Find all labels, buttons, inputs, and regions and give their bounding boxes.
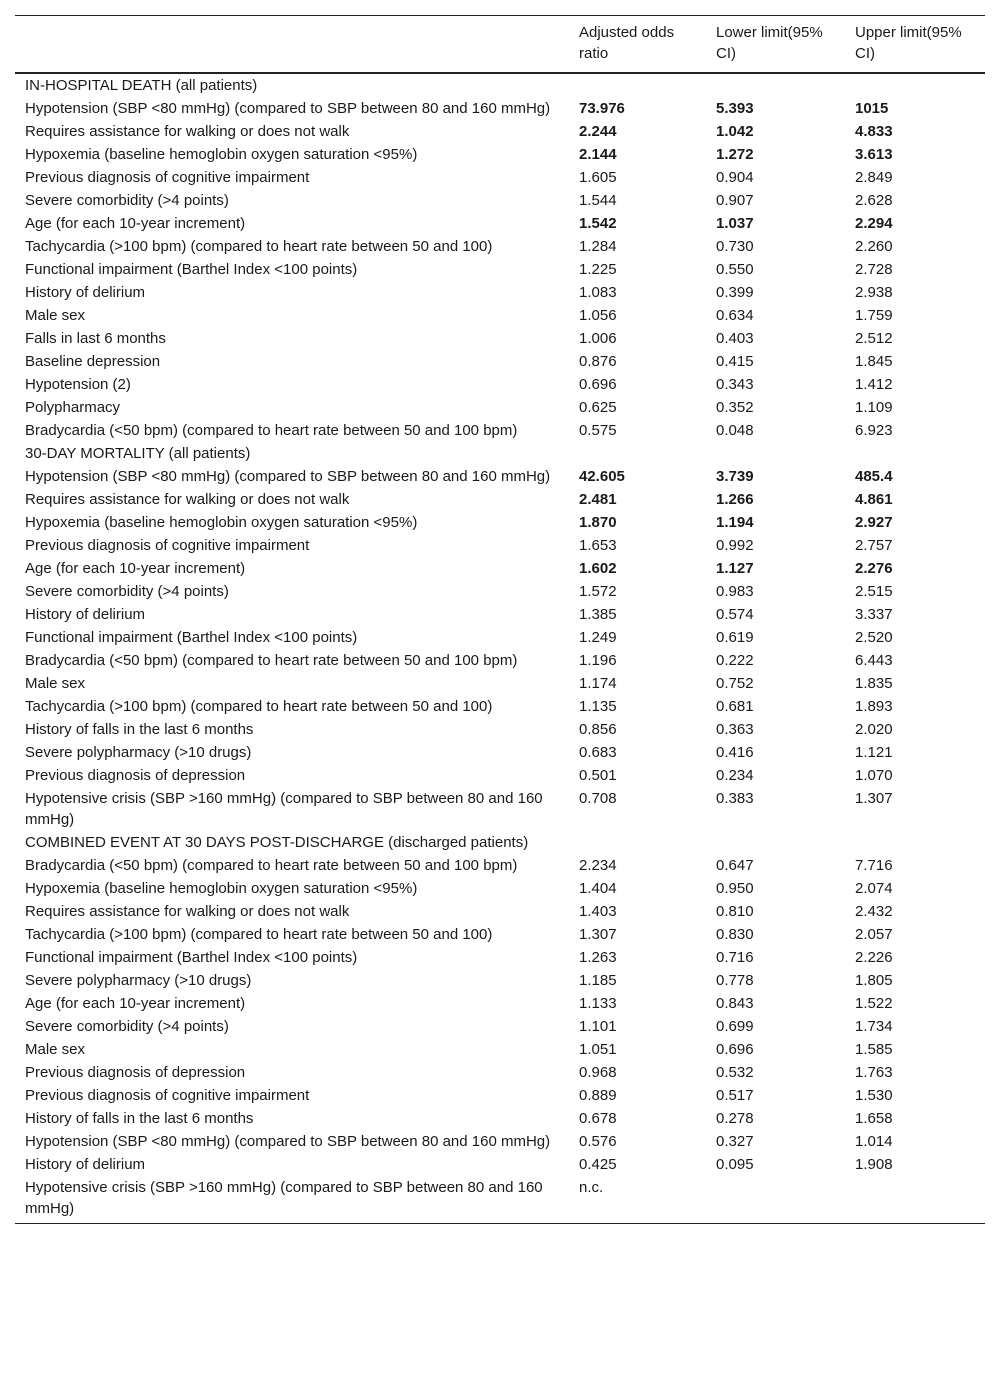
lower-limit-cell: 0.550 bbox=[716, 261, 754, 278]
upper-limit-cell: 1.530 bbox=[855, 1087, 893, 1104]
section-header-row bbox=[15, 831, 985, 854]
row-label: Hypotension (SBP <80 mmHg) (compared to SBP between 80 and 160 mmHg) bbox=[25, 468, 551, 485]
row-label: Polypharmacy bbox=[25, 399, 121, 416]
adjusted-odds-ratio-cell: 1.307 bbox=[579, 926, 617, 943]
upper-limit-cell: 4.833 bbox=[855, 123, 893, 140]
lower-limit-cell: 5.393 bbox=[716, 100, 754, 117]
adjusted-odds-ratio-cell: 1.403 bbox=[579, 903, 617, 920]
table-row bbox=[15, 1107, 985, 1130]
adjusted-odds-ratio-cell: 1.385 bbox=[579, 606, 617, 623]
lower-limit-cell: 0.647 bbox=[716, 857, 754, 874]
table-row bbox=[15, 992, 985, 1015]
upper-limit-cell: 2.938 bbox=[855, 284, 893, 301]
adjusted-odds-ratio-cell: 1.135 bbox=[579, 698, 617, 715]
upper-limit-cell: 1.307 bbox=[855, 790, 893, 807]
section-header-row bbox=[15, 442, 985, 465]
upper-limit-cell: 1.734 bbox=[855, 1018, 893, 1035]
row-label: Hypotension (SBP <80 mmHg) (compared to SBP between 80 and 160 mmHg) bbox=[25, 1133, 551, 1150]
section-title: 30-DAY MORTALITY (all patients) bbox=[25, 445, 251, 462]
table-row bbox=[15, 235, 985, 258]
lower-limit-cell: 0.383 bbox=[716, 790, 754, 807]
row-label: Requires assistance for walking or does not walk bbox=[25, 903, 350, 920]
upper-limit-cell: 1.109 bbox=[855, 399, 893, 416]
lower-limit-cell: 0.399 bbox=[716, 284, 754, 301]
upper-limit-cell: 2.057 bbox=[855, 926, 893, 943]
upper-limit-cell: 2.512 bbox=[855, 330, 893, 347]
upper-limit-cell: 2.074 bbox=[855, 880, 893, 897]
adjusted-odds-ratio-cell: 1.404 bbox=[579, 880, 617, 897]
lower-limit-cell: 0.983 bbox=[716, 583, 754, 600]
table-row bbox=[15, 580, 985, 603]
lower-limit-cell: 0.517 bbox=[716, 1087, 754, 1104]
upper-limit-cell: 2.260 bbox=[855, 238, 893, 255]
table-body bbox=[15, 73, 985, 1224]
row-label: History of delirium bbox=[25, 606, 146, 623]
lower-limit-cell: 0.278 bbox=[716, 1110, 754, 1127]
lower-limit-cell: 0.095 bbox=[716, 1156, 754, 1173]
lower-limit-cell: 0.048 bbox=[716, 422, 754, 439]
row-label: History of falls in the last 6 months bbox=[25, 721, 254, 738]
table-row bbox=[15, 1153, 985, 1176]
table-row bbox=[15, 649, 985, 672]
odds-ratio-table-container bbox=[15, 15, 985, 1224]
adjusted-odds-ratio-cell: 0.696 bbox=[579, 376, 617, 393]
adjusted-odds-ratio-cell: 1.083 bbox=[579, 284, 617, 301]
upper-limit-cell: 1.522 bbox=[855, 995, 893, 1012]
row-label: Male sex bbox=[25, 307, 86, 324]
lower-limit-cell: 1.042 bbox=[716, 123, 754, 140]
lower-limit-cell: 1.272 bbox=[716, 146, 754, 163]
row-label: Severe polypharmacy (>10 drugs) bbox=[25, 972, 252, 989]
row-label: History of falls in the last 6 months bbox=[25, 1110, 254, 1127]
upper-limit-cell: 2.515 bbox=[855, 583, 893, 600]
row-label: History of delirium bbox=[25, 1156, 146, 1173]
table-row bbox=[15, 304, 985, 327]
lower-limit-cell: 0.532 bbox=[716, 1064, 754, 1081]
upper-limit-cell: 2.294 bbox=[855, 215, 893, 232]
table-row bbox=[15, 1015, 985, 1038]
upper-limit-cell bbox=[845, 1176, 985, 1224]
upper-limit-cell: 6.443 bbox=[855, 652, 893, 669]
upper-limit-cell: 1.412 bbox=[855, 376, 893, 393]
adjusted-odds-ratio-cell: 1.602 bbox=[579, 560, 617, 577]
upper-limit-cell: 2.849 bbox=[855, 169, 893, 186]
table-row bbox=[15, 1061, 985, 1084]
table-row bbox=[15, 534, 985, 557]
table-row bbox=[15, 695, 985, 718]
upper-limit-cell: 4.861 bbox=[855, 491, 893, 508]
lower-limit-cell: 1.127 bbox=[716, 560, 754, 577]
lower-limit-cell: 1.194 bbox=[716, 514, 754, 531]
header-upper-limit: Upper limit(95% CI) bbox=[855, 24, 962, 62]
adjusted-odds-ratio-cell: 0.889 bbox=[579, 1087, 617, 1104]
lower-limit-cell: 0.730 bbox=[716, 238, 754, 255]
row-label: Male sex bbox=[25, 675, 86, 692]
upper-limit-cell: 1.070 bbox=[855, 767, 893, 784]
upper-limit-cell: 1.763 bbox=[855, 1064, 893, 1081]
adjusted-odds-ratio-cell: 1.870 bbox=[579, 514, 617, 531]
adjusted-odds-ratio-cell: 1.263 bbox=[579, 949, 617, 966]
upper-limit-cell: 1.759 bbox=[855, 307, 893, 324]
table-row bbox=[15, 854, 985, 877]
row-label: Functional impairment (Barthel Index <100 points) bbox=[25, 629, 358, 646]
lower-limit-cell: 0.352 bbox=[716, 399, 754, 416]
upper-limit-cell: 3.337 bbox=[855, 606, 893, 623]
upper-limit-cell: 2.757 bbox=[855, 537, 893, 554]
upper-limit-cell: 2.520 bbox=[855, 629, 893, 646]
row-label: Severe comorbidity (>4 points) bbox=[25, 192, 229, 209]
row-label: Previous diagnosis of cognitive impairment bbox=[25, 537, 310, 554]
upper-limit-cell: 2.020 bbox=[855, 721, 893, 738]
table-row bbox=[15, 557, 985, 580]
lower-limit-cell: 0.696 bbox=[716, 1041, 754, 1058]
lower-limit-cell: 0.574 bbox=[716, 606, 754, 623]
row-label: Age (for each 10-year increment) bbox=[25, 995, 246, 1012]
adjusted-odds-ratio-cell: 1.605 bbox=[579, 169, 617, 186]
table-row bbox=[15, 419, 985, 442]
adjusted-odds-ratio-cell: 0.968 bbox=[579, 1064, 617, 1081]
table-row bbox=[15, 281, 985, 304]
header-row bbox=[15, 16, 985, 74]
section-title: IN-HOSPITAL DEATH (all patients) bbox=[25, 77, 258, 94]
row-label: Bradycardia (<50 bpm) (compared to heart rate between 50 and 100 bpm) bbox=[25, 652, 518, 669]
row-label: Hypoxemia (baseline hemoglobin oxygen saturation <95%) bbox=[25, 146, 418, 163]
table-row bbox=[15, 877, 985, 900]
upper-limit-cell: 2.432 bbox=[855, 903, 893, 920]
adjusted-odds-ratio-cell: 1.544 bbox=[579, 192, 617, 209]
adjusted-odds-ratio-cell: 0.425 bbox=[579, 1156, 617, 1173]
upper-limit-cell: 1.845 bbox=[855, 353, 893, 370]
row-label: Hypotensive crisis (SBP >160 mmHg) (compared to SBP between 80 and 160 mmHg) bbox=[25, 790, 543, 828]
adjusted-odds-ratio-cell: 1.185 bbox=[579, 972, 617, 989]
lower-limit-cell: 0.904 bbox=[716, 169, 754, 186]
table-row bbox=[15, 672, 985, 695]
adjusted-odds-ratio-cell: 0.683 bbox=[579, 744, 617, 761]
upper-limit-cell: 2.628 bbox=[855, 192, 893, 209]
table-row bbox=[15, 212, 985, 235]
lower-limit-cell: 0.619 bbox=[716, 629, 754, 646]
row-label: Requires assistance for walking or does not walk bbox=[25, 491, 350, 508]
lower-limit-cell: 0.992 bbox=[716, 537, 754, 554]
adjusted-odds-ratio-cell: 42.605 bbox=[579, 468, 625, 485]
adjusted-odds-ratio-cell: 0.678 bbox=[579, 1110, 617, 1127]
row-label: Hypotensive crisis (SBP >160 mmHg) (compared to SBP between 80 and 160 mmHg) bbox=[25, 1179, 543, 1217]
upper-limit-cell: 3.613 bbox=[855, 146, 893, 163]
row-label: Hypotension (2) bbox=[25, 376, 131, 393]
upper-limit-cell: 2.226 bbox=[855, 949, 893, 966]
adjusted-odds-ratio-cell: 1.225 bbox=[579, 261, 617, 278]
upper-limit-cell: 485.4 bbox=[855, 468, 893, 485]
row-label: Previous diagnosis of depression bbox=[25, 767, 246, 784]
table-row bbox=[15, 1130, 985, 1153]
row-label: Male sex bbox=[25, 1041, 86, 1058]
lower-limit-cell: 0.716 bbox=[716, 949, 754, 966]
lower-limit-cell: 0.681 bbox=[716, 698, 754, 715]
upper-limit-cell: 1.121 bbox=[855, 744, 893, 761]
lower-limit-cell bbox=[706, 1176, 845, 1224]
section-header-row bbox=[15, 73, 985, 97]
adjusted-odds-ratio-cell: 2.481 bbox=[579, 491, 617, 508]
table-row bbox=[15, 603, 985, 626]
upper-limit-cell: 1.908 bbox=[855, 1156, 893, 1173]
upper-limit-cell: 7.716 bbox=[855, 857, 893, 874]
lower-limit-cell: 0.415 bbox=[716, 353, 754, 370]
upper-limit-cell: 6.923 bbox=[855, 422, 893, 439]
section-title: COMBINED EVENT AT 30 DAYS POST-DISCHARGE (discharged patients) bbox=[25, 834, 529, 851]
header-adjusted-odds-ratio: Adjusted odds ratio bbox=[579, 24, 675, 62]
table-row bbox=[15, 1176, 985, 1224]
row-label: Tachycardia (>100 bpm) (compared to heart rate between 50 and 100) bbox=[25, 926, 493, 943]
table-row bbox=[15, 166, 985, 189]
upper-limit-cell: 1.835 bbox=[855, 675, 893, 692]
adjusted-odds-ratio-cell: 2.234 bbox=[579, 857, 617, 874]
table-row bbox=[15, 969, 985, 992]
lower-limit-cell: 1.266 bbox=[716, 491, 754, 508]
table-row bbox=[15, 189, 985, 212]
upper-limit-cell: 1.893 bbox=[855, 698, 893, 715]
adjusted-odds-ratio-cell: 1.542 bbox=[579, 215, 617, 232]
upper-limit-cell: 2.276 bbox=[855, 560, 893, 577]
lower-limit-cell: 0.403 bbox=[716, 330, 754, 347]
table-row bbox=[15, 1084, 985, 1107]
row-label: Functional impairment (Barthel Index <100 points) bbox=[25, 261, 358, 278]
adjusted-odds-ratio-cell: 0.876 bbox=[579, 353, 617, 370]
adjusted-odds-ratio-cell: 0.575 bbox=[579, 422, 617, 439]
adjusted-odds-ratio-cell: 1.051 bbox=[579, 1041, 617, 1058]
odds-ratio-table bbox=[15, 15, 985, 1224]
row-label: Hypoxemia (baseline hemoglobin oxygen saturation <95%) bbox=[25, 514, 418, 531]
upper-limit-cell: 2.927 bbox=[855, 514, 893, 531]
row-label: History of delirium bbox=[25, 284, 146, 301]
table-row bbox=[15, 741, 985, 764]
lower-limit-cell: 0.634 bbox=[716, 307, 754, 324]
row-label: Falls in last 6 months bbox=[25, 330, 166, 347]
table-header bbox=[15, 16, 985, 74]
adjusted-odds-ratio-cell: 0.625 bbox=[579, 399, 617, 416]
adjusted-odds-ratio-cell: 1.006 bbox=[579, 330, 617, 347]
table-row bbox=[15, 97, 985, 120]
adjusted-odds-ratio-cell: 73.976 bbox=[579, 100, 625, 117]
upper-limit-cell: 1.805 bbox=[855, 972, 893, 989]
upper-limit-cell: 1.014 bbox=[855, 1133, 893, 1150]
table-row bbox=[15, 350, 985, 373]
lower-limit-cell: 0.222 bbox=[716, 652, 754, 669]
table-row bbox=[15, 373, 985, 396]
table-row bbox=[15, 946, 985, 969]
adjusted-odds-ratio-cell: 0.501 bbox=[579, 767, 617, 784]
lower-limit-cell: 0.830 bbox=[716, 926, 754, 943]
adjusted-odds-ratio-cell: 0.576 bbox=[579, 1133, 617, 1150]
adjusted-odds-ratio-cell: 1.056 bbox=[579, 307, 617, 324]
row-label: Severe comorbidity (>4 points) bbox=[25, 1018, 229, 1035]
lower-limit-cell: 0.810 bbox=[716, 903, 754, 920]
adjusted-odds-ratio-cell: 0.708 bbox=[579, 790, 617, 807]
adjusted-odds-ratio-cell: 1.174 bbox=[579, 675, 617, 692]
lower-limit-cell: 1.037 bbox=[716, 215, 754, 232]
row-label: Age (for each 10-year increment) bbox=[25, 215, 246, 232]
upper-limit-cell: 1.658 bbox=[855, 1110, 893, 1127]
table-row bbox=[15, 143, 985, 166]
table-row bbox=[15, 396, 985, 419]
adjusted-odds-ratio-cell: 1.572 bbox=[579, 583, 617, 600]
table-row bbox=[15, 488, 985, 511]
upper-limit-cell: 1015 bbox=[855, 100, 889, 117]
table-row bbox=[15, 900, 985, 923]
table-row bbox=[15, 764, 985, 787]
adjusted-odds-ratio-cell: 1.284 bbox=[579, 238, 617, 255]
lower-limit-cell: 0.234 bbox=[716, 767, 754, 784]
table-row bbox=[15, 465, 985, 488]
row-label: Tachycardia (>100 bpm) (compared to heart rate between 50 and 100) bbox=[25, 698, 493, 715]
row-label: Previous diagnosis of cognitive impairment bbox=[25, 1087, 310, 1104]
header-variable bbox=[15, 16, 569, 74]
table-row bbox=[15, 120, 985, 143]
adjusted-odds-ratio-cell: 1.133 bbox=[579, 995, 617, 1012]
row-label: Hypotension (SBP <80 mmHg) (compared to SBP between 80 and 160 mmHg) bbox=[25, 100, 551, 117]
row-label: Functional impairment (Barthel Index <100 points) bbox=[25, 949, 358, 966]
adjusted-odds-ratio-cell: 1.196 bbox=[579, 652, 617, 669]
row-label: Requires assistance for walking or does not walk bbox=[25, 123, 350, 140]
adjusted-odds-ratio-cell: 0.856 bbox=[579, 721, 617, 738]
table-row bbox=[15, 718, 985, 741]
table-row bbox=[15, 626, 985, 649]
table-row bbox=[15, 787, 985, 831]
lower-limit-cell: 3.739 bbox=[716, 468, 754, 485]
upper-limit-cell: 2.728 bbox=[855, 261, 893, 278]
adjusted-odds-ratio-cell: 1.101 bbox=[579, 1018, 617, 1035]
adjusted-odds-ratio-cell: 1.653 bbox=[579, 537, 617, 554]
table-row bbox=[15, 511, 985, 534]
table-row bbox=[15, 258, 985, 281]
row-label: Bradycardia (<50 bpm) (compared to heart rate between 50 and 100 bpm) bbox=[25, 857, 518, 874]
lower-limit-cell: 0.950 bbox=[716, 880, 754, 897]
lower-limit-cell: 0.778 bbox=[716, 972, 754, 989]
adjusted-odds-ratio-cell: 2.144 bbox=[579, 146, 617, 163]
lower-limit-cell: 0.699 bbox=[716, 1018, 754, 1035]
adjusted-odds-ratio-cell: 2.244 bbox=[579, 123, 617, 140]
lower-limit-cell: 0.327 bbox=[716, 1133, 754, 1150]
lower-limit-cell: 0.843 bbox=[716, 995, 754, 1012]
table-row bbox=[15, 923, 985, 946]
row-label: Previous diagnosis of cognitive impairment bbox=[25, 169, 310, 186]
lower-limit-cell: 0.343 bbox=[716, 376, 754, 393]
row-label: Previous diagnosis of depression bbox=[25, 1064, 246, 1081]
table-row bbox=[15, 1038, 985, 1061]
lower-limit-cell: 0.416 bbox=[716, 744, 754, 761]
table-row bbox=[15, 327, 985, 350]
header-lower-limit: Lower limit(95% CI) bbox=[716, 24, 823, 62]
row-label: Severe comorbidity (>4 points) bbox=[25, 583, 229, 600]
row-label: Hypoxemia (baseline hemoglobin oxygen saturation <95%) bbox=[25, 880, 418, 897]
row-label: Baseline depression bbox=[25, 353, 161, 370]
lower-limit-cell: 0.907 bbox=[716, 192, 754, 209]
row-label: Bradycardia (<50 bpm) (compared to heart rate between 50 and 100 bpm) bbox=[25, 422, 518, 439]
adjusted-odds-ratio-cell: n.c. bbox=[579, 1179, 604, 1196]
row-label: Tachycardia (>100 bpm) (compared to heart rate between 50 and 100) bbox=[25, 238, 493, 255]
lower-limit-cell: 0.363 bbox=[716, 721, 754, 738]
lower-limit-cell: 0.752 bbox=[716, 675, 754, 692]
upper-limit-cell: 1.585 bbox=[855, 1041, 893, 1058]
adjusted-odds-ratio-cell: 1.249 bbox=[579, 629, 617, 646]
row-label: Age (for each 10-year increment) bbox=[25, 560, 246, 577]
row-label: Severe polypharmacy (>10 drugs) bbox=[25, 744, 252, 761]
